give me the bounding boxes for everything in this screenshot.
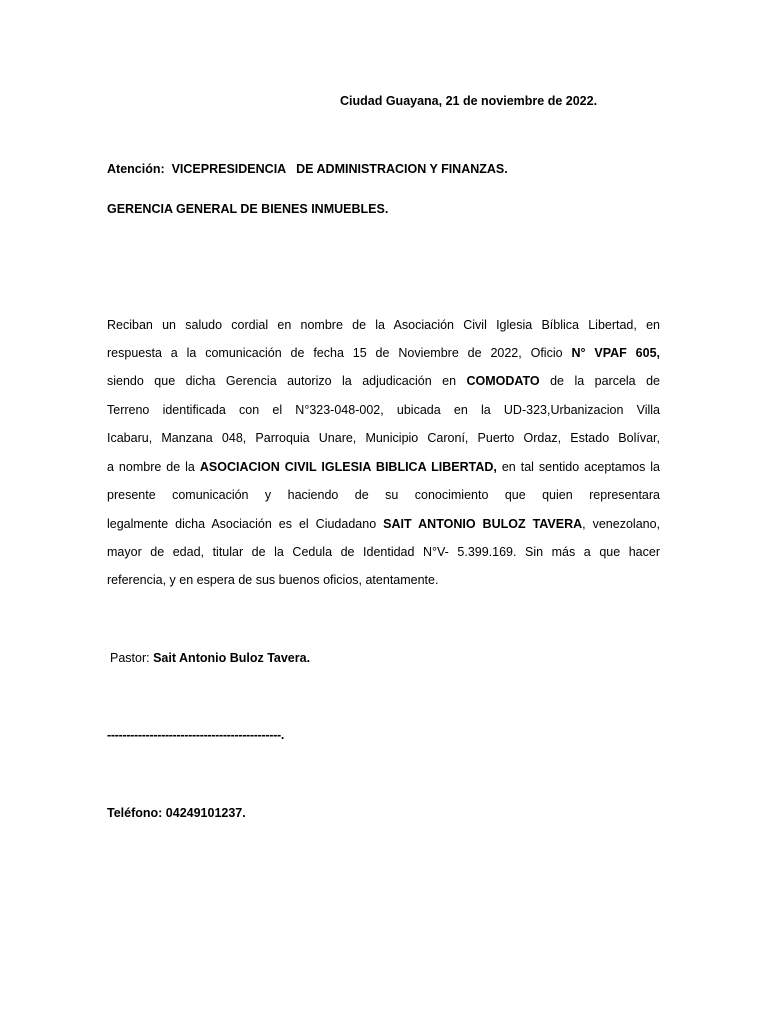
attention-label: Atención:	[107, 162, 165, 176]
body-text: en tal sentido aceptamos la	[501, 460, 661, 474]
pastor-name: Sait Antonio Buloz Tavera.	[153, 651, 311, 665]
body-text: de la parcela de	[550, 374, 660, 388]
date-line: Ciudad Guayana, 21 de noviembre de 2022.	[340, 94, 598, 108]
body-line-6	[107, 460, 660, 474]
body-line-9: mayor de edad, titular de la Cedula de Identidad N°V- 5.399.169. Sin más a que hacer	[107, 545, 660, 559]
body-text: respuesta a la comunicación de fecha 15 de Noviembre de 2022, Oficio	[107, 346, 563, 360]
attention-dept: VICEPRESIDENCIA DE ADMINISTRACION Y FINANZAS.	[171, 162, 508, 176]
gerencia-line: GERENCIA GENERAL DE BIENES INMUEBLES.	[107, 202, 389, 216]
oficio-number: N° VPAF 605,	[571, 346, 660, 360]
telefono-line: Teléfono: 04249101237.	[107, 806, 246, 820]
representative-name: SAIT ANTONIO BULOZ TAVERA	[383, 517, 583, 531]
body-line-4: Terreno identificada con el N°323-048-002, ubicada en la UD-323,Urbanizacion Villa	[107, 403, 660, 417]
body-text: legalmente dicha Asociación es el Ciudadano	[107, 517, 377, 531]
pastor-label: Pastor:	[110, 651, 150, 665]
signature-line: ---------------------------------------------.	[107, 728, 284, 742]
pastor-line	[110, 651, 310, 665]
body-line-10: referencia, y en espera de sus buenos oficios, atentamente.	[107, 573, 439, 587]
body-text: , venezolano,	[582, 517, 661, 531]
attention-line	[107, 162, 508, 176]
comodato-term: COMODATO	[466, 374, 540, 388]
body-line-1: Reciban un saludo cordial en nombre de la Asociación Civil Iglesia Bíblica Libertad, en	[107, 318, 660, 332]
body-line-3	[107, 374, 660, 388]
body-text: siendo que dicha Gerencia autorizo la adjudicación en	[107, 374, 457, 388]
association-name: ASOCIACION CIVIL IGLESIA BIBLICA LIBERTAD,	[199, 460, 497, 474]
body-line-5: Icabaru, Manzana 048, Parroquia Unare, Municipio Caroní, Puerto Ordaz, Estado Bolívar,	[107, 431, 660, 445]
body-line-2	[107, 346, 660, 360]
body-line-7: presente comunicación y haciendo de su conocimiento que quien representara	[107, 488, 660, 502]
body-line-8	[107, 517, 660, 531]
body-text: a nombre de la	[107, 460, 195, 474]
